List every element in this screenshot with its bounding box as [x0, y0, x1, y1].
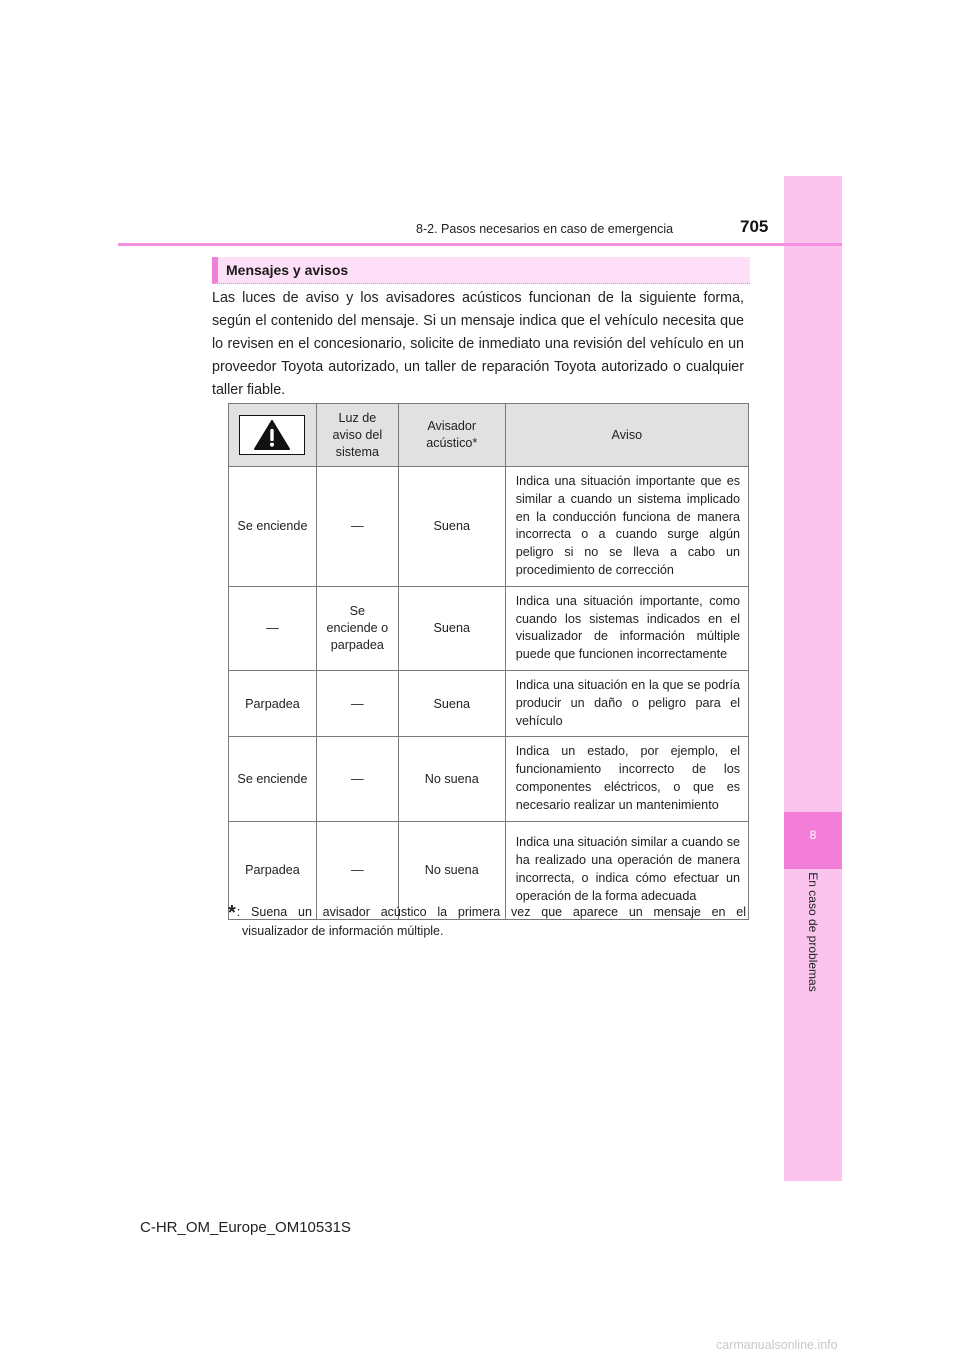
- cell-master: Parpadea: [229, 670, 317, 736]
- cell-warning: Indica una situación similar a cuando se ha realizado una operación de manera incorrecta, o indica cómo efectuar un operación de la forma adecuada: [505, 821, 748, 919]
- cell-warning: Indica un estado, por ejemplo, el funcionamiento incorrecto de los componentes eléctricos, o que es necesario realizar un mantenimiento: [505, 737, 748, 821]
- header-buzzer: Avisador acústico*: [398, 404, 505, 467]
- cell-system-light: —: [316, 737, 398, 821]
- cell-master: Se enciende: [229, 737, 317, 821]
- header-master-warning: [229, 404, 317, 467]
- footnote-line2: visualizador de información múltiple.: [242, 924, 444, 938]
- header-divider: [118, 243, 842, 246]
- chapter-side-tab: [784, 176, 842, 1181]
- section-heading: [212, 257, 750, 284]
- watermark: carmanualsonline.info: [716, 1338, 838, 1352]
- footnote-marker: *: [228, 902, 236, 924]
- cell-buzzer: Suena: [398, 467, 505, 587]
- cell-warning: Indica una situación importante, como cuando los sistemas indicados en el visualizador de información múltiple puede que funcionen incorrectamente: [505, 586, 748, 670]
- cell-buzzer: No suena: [398, 821, 505, 919]
- footnote: [228, 903, 746, 940]
- cell-system-light: —: [316, 821, 398, 919]
- cell-system-light: —: [316, 670, 398, 736]
- page-number: 705: [740, 217, 769, 236]
- table-row: [229, 737, 749, 821]
- section-heading-text: Mensajes y avisos: [226, 262, 349, 278]
- header-warning: Aviso: [505, 404, 748, 467]
- footnote-text-1: : Suena un avisador acústico la primera vez que aparece un mensaje en el: [236, 905, 746, 919]
- cell-master: Parpadea: [229, 821, 317, 919]
- table-header-row: [229, 404, 749, 467]
- table-row: [229, 586, 749, 670]
- cell-warning: Indica una situación en la que se podría producir un daño o peligro para el vehículo: [505, 670, 748, 736]
- chapter-label-text: En caso de problemas: [806, 872, 820, 992]
- header-system-light: Luz de aviso del sistema: [316, 404, 398, 467]
- cell-buzzer: No suena: [398, 737, 505, 821]
- cell-master: —: [229, 586, 317, 670]
- cell-system-light: —: [316, 467, 398, 587]
- chapter-number: 8: [809, 828, 817, 842]
- cell-warning: Indica una situación importante que es similar a cuando un sistema implicado en la conducción funciona de manera incorrecta o a cuando surge algún peligro si no se lleva a cabo un procedimiento de corrección: [505, 467, 748, 587]
- document-code: C-HR_OM_Europe_OM10531S: [140, 1219, 351, 1236]
- cell-system-light: Se enciende o parpadea: [316, 586, 398, 670]
- chapter-label: [804, 872, 822, 992]
- warning-table: [228, 403, 749, 920]
- cell-buzzer: Suena: [398, 670, 505, 736]
- intro-paragraph: Las luces de aviso y los avisadores acústicos funcionan de la siguiente forma, según el contenido del mensaje. Si un mensaje indica que el vehículo necesita que lo revisen en el concesionario, solicite de inmediato una revisión del vehículo en un proveedor Toyota autorizado, un taller de reparación Toyota autorizado o cualquier taller fiable.: [212, 290, 744, 398]
- section-title: 8-2. Pasos necesarios en caso de emergencia: [416, 222, 674, 236]
- table-row: [229, 467, 749, 587]
- cell-master: Se enciende: [229, 467, 317, 587]
- footnote-line1: [228, 903, 746, 922]
- table-row: [229, 670, 749, 736]
- warning-triangle-icon: [239, 415, 305, 455]
- cell-buzzer: Suena: [398, 586, 505, 670]
